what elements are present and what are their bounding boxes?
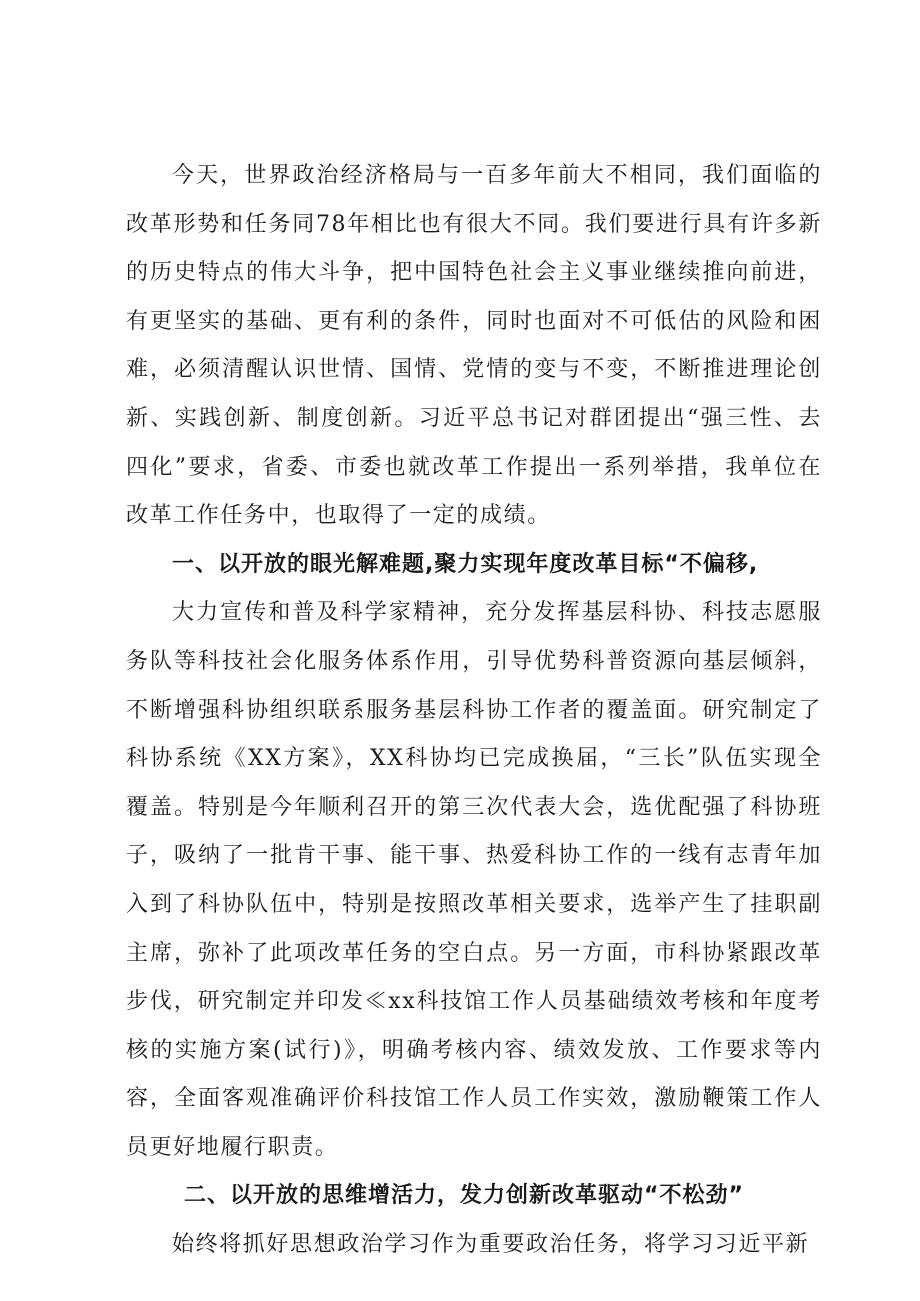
section-1-paragraph: 大力宣传和普及科学家精神，充分发挥基层科协、科技志愿服务队等科技社会化服务体系作用，引导优势科普资源向基层倾斜，不断增强科协组织联系服务基层科协工作者的覆盖面。研究制定了科协系统《XX方案》，XX科协均已完成换届，“三长”队伍实现全覆盖。特别是今年顺利召开的第三次代表大会，选优配强了科协班子，吸纳了一批肯干事、能干事、热爱科协工作的一线有志青年加入到了科协队伍中，特别是按照改革相关要求，选举产生了挂职副主席，弥补了此项改革任务的空白点。另一方面，市科协紧跟改革步伐，研究制定并印发≪xx科技馆工作人员基础绩效考核和年度考核的实施方案(试行)》，明确考核内容、绩效发放、工作要求等内容，全面客观准确评价科技馆工作人员工作实效，激励鞭策工作人员更好地履行职责。	[126, 600, 822, 1160]
document-body	[126, 152, 822, 1270]
section-2-heading: 二、以开放的思维增活力，发力创新改革驱动“不松劲”	[184, 1183, 744, 1209]
section-2-paragraph: 始终将抓好思想政治学习作为重要政治任务，将学习习近平新	[172, 1232, 810, 1258]
intro-paragraph: 今天，世界政治经济格局与一百多年前大不相同，我们面临的改革形势和任务同78年相比也有很大不同。我们要进行具有许多新的历史特点的伟大斗争，把中国特色社会主义事业继续推向前进，有更坚实的基础、更有利的条件，同时也面对不可低估的风险和困难，必须清醒认识世情、国情、党情的变与不变，不断推进理论创新、实践创新、制度创新。习近平总书记对群团提出“强三性、去四化”要求，省委、市委也就改革工作提出一系列举措，我单位在改革工作任务中，也取得了一定的成绩。	[126, 163, 822, 529]
section-1-heading: 一、以开放的眼光解难题,聚力实现年度改革目标“不偏移,	[172, 551, 759, 577]
